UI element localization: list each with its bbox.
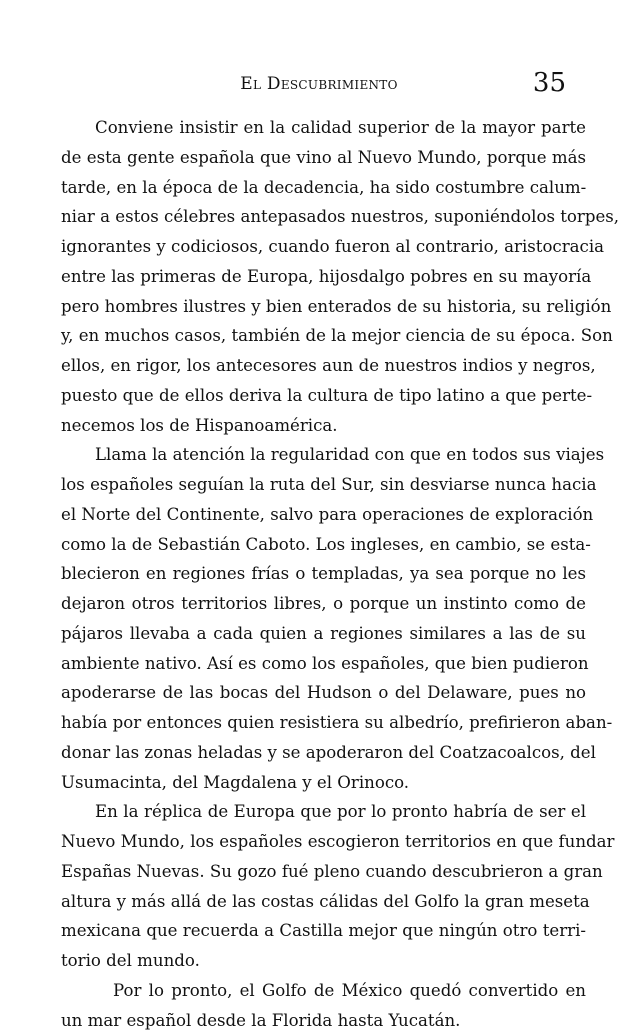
- text-line: un mar español desde la Florida hasta Yucatán.: [61, 1006, 586, 1035]
- text-line: los españoles seguían la ruta del Sur, sin desviarse nunca hacia: [61, 470, 586, 500]
- paragraph: [61, 440, 586, 797]
- text-line: donar las zonas heladas y se apoderaron del Coatzacoalcos, del: [61, 738, 586, 768]
- text-line: apoderarse de las bocas del Hudson o del Delaware, pues no: [61, 678, 586, 708]
- text-line: había por entonces quien resistiera su albedrío, prefirieron aban-: [61, 708, 586, 738]
- text-line: puesto que de ellos deriva la cultura de tipo latino a que perte-: [61, 381, 586, 411]
- text-line: dejaron otros territorios libres, o porque un instinto como de: [61, 589, 586, 619]
- running-head: [0, 68, 638, 108]
- text-line: como la de Sebastián Caboto. Los ingleses, en cambio, se esta-: [61, 530, 586, 560]
- text-line: el Norte del Continente, salvo para operaciones de exploración: [61, 500, 586, 530]
- paragraph: [61, 976, 586, 1035]
- body-text: [61, 113, 586, 1035]
- text-line: En la réplica de Europa que por lo pronto habría de ser el: [61, 797, 586, 827]
- text-line: niar a estos célebres antepasados nuestros, suponiéndolos torpes,: [61, 202, 586, 232]
- paragraph: [61, 113, 586, 440]
- text-line: ambiente nativo. Así es como los españoles, que bien pudieron: [61, 649, 586, 679]
- text-line: Por lo pronto, el Golfo de México quedó convertido en: [61, 976, 586, 1006]
- text-line: de esta gente española que vino al Nuevo Mundo, porque más: [61, 143, 586, 173]
- page-number: 35: [533, 68, 566, 98]
- text-line: altura y más allá de las costas cálidas del Golfo la gran meseta: [61, 887, 586, 917]
- running-title: El Descubrimiento: [0, 74, 638, 94]
- text-line: Nuevo Mundo, los españoles escogieron territorios en que fundar: [61, 827, 586, 857]
- text-line: ignorantes y codiciosos, cuando fueron al contrario, aristocracia: [61, 232, 586, 262]
- text-line: Conviene insistir en la calidad superior de la mayor parte: [61, 113, 586, 143]
- text-line: necemos los de Hispanoamérica.: [61, 411, 586, 441]
- text-line: pájaros llevaba a cada quien a regiones similares a las de su: [61, 619, 586, 649]
- text-line: blecieron en regiones frías o templadas, ya sea porque no les: [61, 559, 586, 589]
- text-line: tarde, en la época de la decadencia, ha sido costumbre calum-: [61, 173, 586, 203]
- text-line: y, en muchos casos, también de la mejor ciencia de su época. Son: [61, 321, 586, 351]
- text-line: Llama la atención la regularidad con que en todos sus viajes: [61, 440, 586, 470]
- text-line: Usumacinta, del Magdalena y el Orinoco.: [61, 768, 586, 798]
- text-line: mexicana que recuerda a Castilla mejor que ningún otro terri-: [61, 916, 586, 946]
- text-line: pero hombres ilustres y bien enterados de su historia, su religión: [61, 292, 586, 322]
- paragraph: [61, 797, 586, 976]
- text-line: Españas Nuevas. Su gozo fué pleno cuando descubrieron a gran: [61, 857, 586, 887]
- text-line: entre las primeras de Europa, hijosdalgo pobres en su mayoría: [61, 262, 586, 292]
- text-line: ellos, en rigor, los antecesores aun de nuestros indios y negros,: [61, 351, 586, 381]
- text-line: torio del mundo.: [61, 946, 586, 976]
